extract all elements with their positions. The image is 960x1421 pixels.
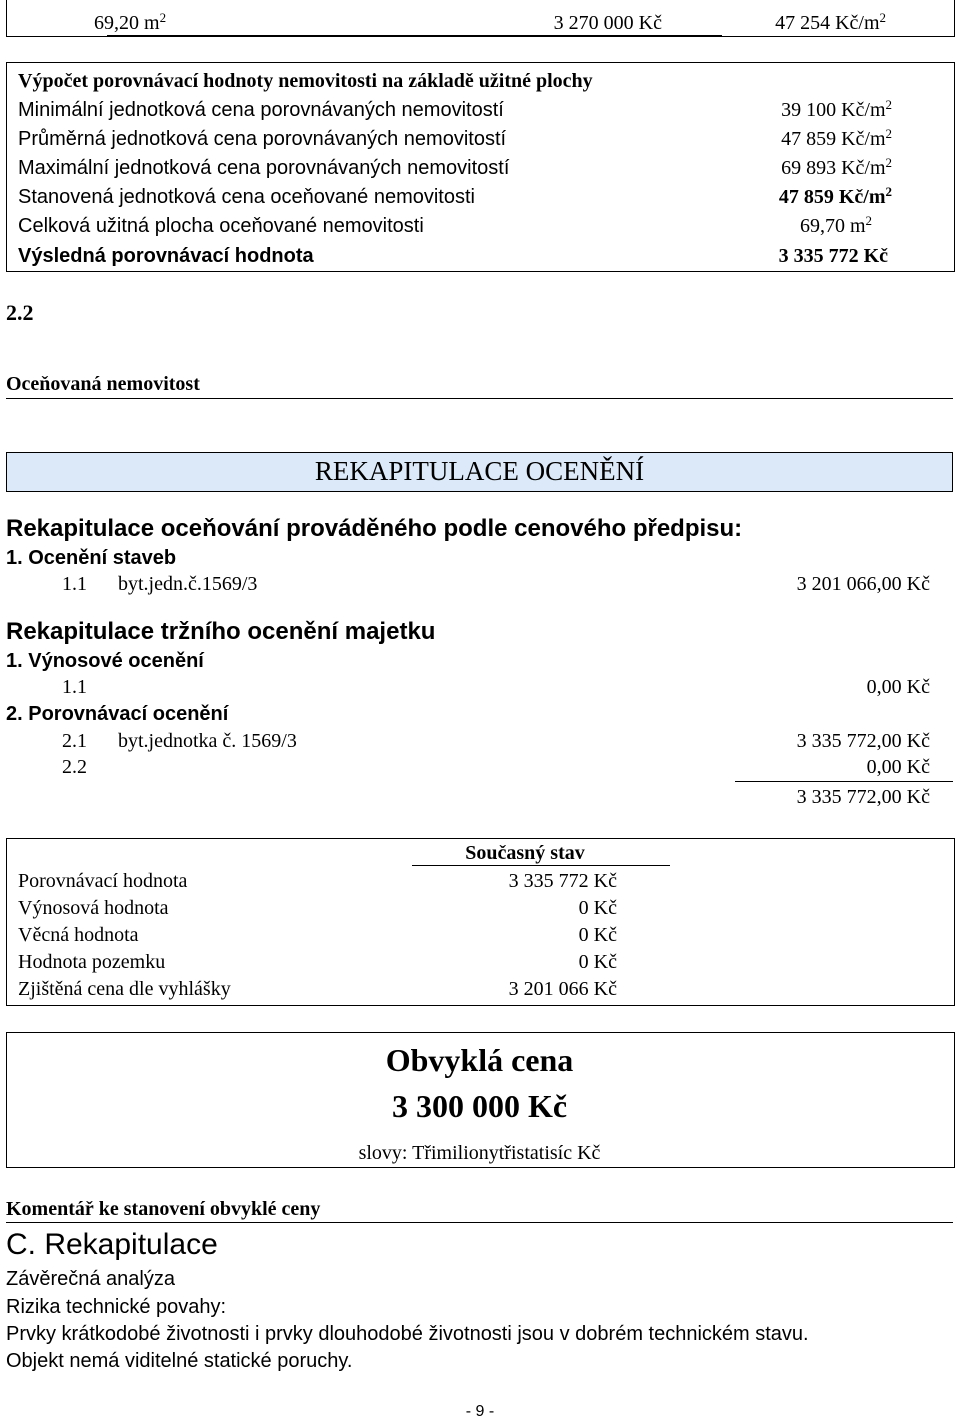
top-underline <box>107 35 722 36</box>
comment-heading: Komentář ke stanovení obvyklé ceny <box>6 1198 321 1220</box>
current-state-label: Hodnota pozemku <box>18 951 166 973</box>
final-analysis: Závěrečná analýza <box>6 1268 175 1290</box>
comparison-row-value: 47 859 $Kč/m^2$ <box>778 184 892 208</box>
comparison-row-value: 47 859 $Kč/m^2$ <box>781 126 892 150</box>
buildings-item-value: 3 201 066,00 Kč <box>796 573 930 595</box>
buildings-heading: 1. Ocenění staveb <box>6 547 177 569</box>
current-state-header-rule <box>412 865 670 866</box>
regulation-heading: Rekapitulace oceňování prováděného podle cenového předpisu: <box>6 515 743 542</box>
comp-item-value: 3 335 772,00 Kč <box>796 730 930 752</box>
current-state-value: 3 335 772 Kč <box>508 870 617 892</box>
current-state-value: 3 201 066 Kč <box>508 978 617 1000</box>
usual-price-words: slovy: Třimilionytřistatisíc Kč <box>358 1142 601 1164</box>
current-state-label: Zjištěná cena dle vyhlášky <box>18 978 231 1000</box>
comp-item-no: 2.1 <box>62 730 87 752</box>
comp-item-label: byt.jednotka č. 1569/3 <box>118 730 297 752</box>
current-state-value: 0 Kč <box>578 924 617 946</box>
comparison-row-label: Minimální jednotková cena porovnávaných nemovitostí <box>18 99 504 121</box>
section-rule <box>6 398 953 399</box>
usual-price-amount: 3 300 000 Kč <box>391 1088 568 1124</box>
current-state-value: 0 Kč <box>578 897 617 919</box>
page-number: - 9 - <box>465 1403 495 1420</box>
comparison-row-value: 39 100 $Kč/m^2$ <box>781 97 892 121</box>
buildings-item-label: byt.jedn.č.1569/3 <box>118 573 258 595</box>
comparison-row-label: Maximální jednotková cena porovnávaných nemovitostí <box>18 157 510 179</box>
income-item-no: 1.1 <box>62 676 87 698</box>
comparison-row-value: 69,70 $m^2$ <box>799 213 872 237</box>
top-unit-price: 47 254 $Kč/m^2$ <box>775 10 886 34</box>
comp-item-no: 2.2 <box>62 756 87 778</box>
comparison-row-label: Celková užitná plocha oceňované nemovitosti <box>18 215 424 237</box>
top-area: 69,20 $m^2$ <box>94 10 167 34</box>
section-number: 2.2 <box>6 300 34 325</box>
income-heading: 1. Výnosové ocenění <box>6 650 204 672</box>
usual-price-title: Obvyklá cena <box>385 1042 574 1078</box>
current-state-label: Výnosová hodnota <box>18 897 169 919</box>
recap-banner-title: REKAPITULACE OCENĚNÍ <box>314 456 645 486</box>
current-state-header: Současný stav <box>465 842 585 864</box>
comparison-result-value: 3 335 772 Kč <box>778 245 888 267</box>
comparative-heading: 2. Porovnávací ocenění <box>6 703 229 725</box>
comparison-row-value: 69 893 $Kč/m^2$ <box>781 155 892 179</box>
comparison-result-label: Výsledná porovnávací hodnota <box>18 245 314 267</box>
current-state-label: Porovnávací hodnota <box>18 870 188 892</box>
comp-total: 3 335 772,00 Kč <box>796 786 930 808</box>
current-state-label: Věcná hodnota <box>18 924 139 946</box>
section-heading: Oceňovaná nemovitost <box>6 373 200 395</box>
comparison-title: Výpočet porovnávací hodnoty nemovitosti na základě užitné plochy <box>18 70 593 92</box>
market-heading: Rekapitulace tržního ocenění majetku <box>6 618 436 645</box>
top-price: 3 270 000 Kč <box>553 12 662 34</box>
income-item-value: 0,00 Kč <box>866 676 930 698</box>
total-rule <box>735 781 953 782</box>
buildings-item-no: 1.1 <box>62 573 87 595</box>
comment-rule <box>6 1222 953 1223</box>
comp-item-value: 0,00 Kč <box>866 756 930 778</box>
summary-line: Objekt nemá viditelné statické poruchy. <box>6 1350 353 1372</box>
risks-label: Rizika technické povahy: <box>6 1296 227 1318</box>
summary-heading: C. Rekapitulace <box>6 1228 218 1261</box>
comparison-row-label: Průměrná jednotková cena porovnávaných nemovitostí <box>18 128 507 150</box>
comparison-row-label: Stanovená jednotková cena oceňované nemovitosti <box>18 186 475 208</box>
summary-line: Prvky krátkodobé životnosti i prvky dlouhodobé životnosti jsou v dobrém technickém stavu. <box>6 1323 809 1345</box>
current-state-value: 0 Kč <box>578 951 617 973</box>
